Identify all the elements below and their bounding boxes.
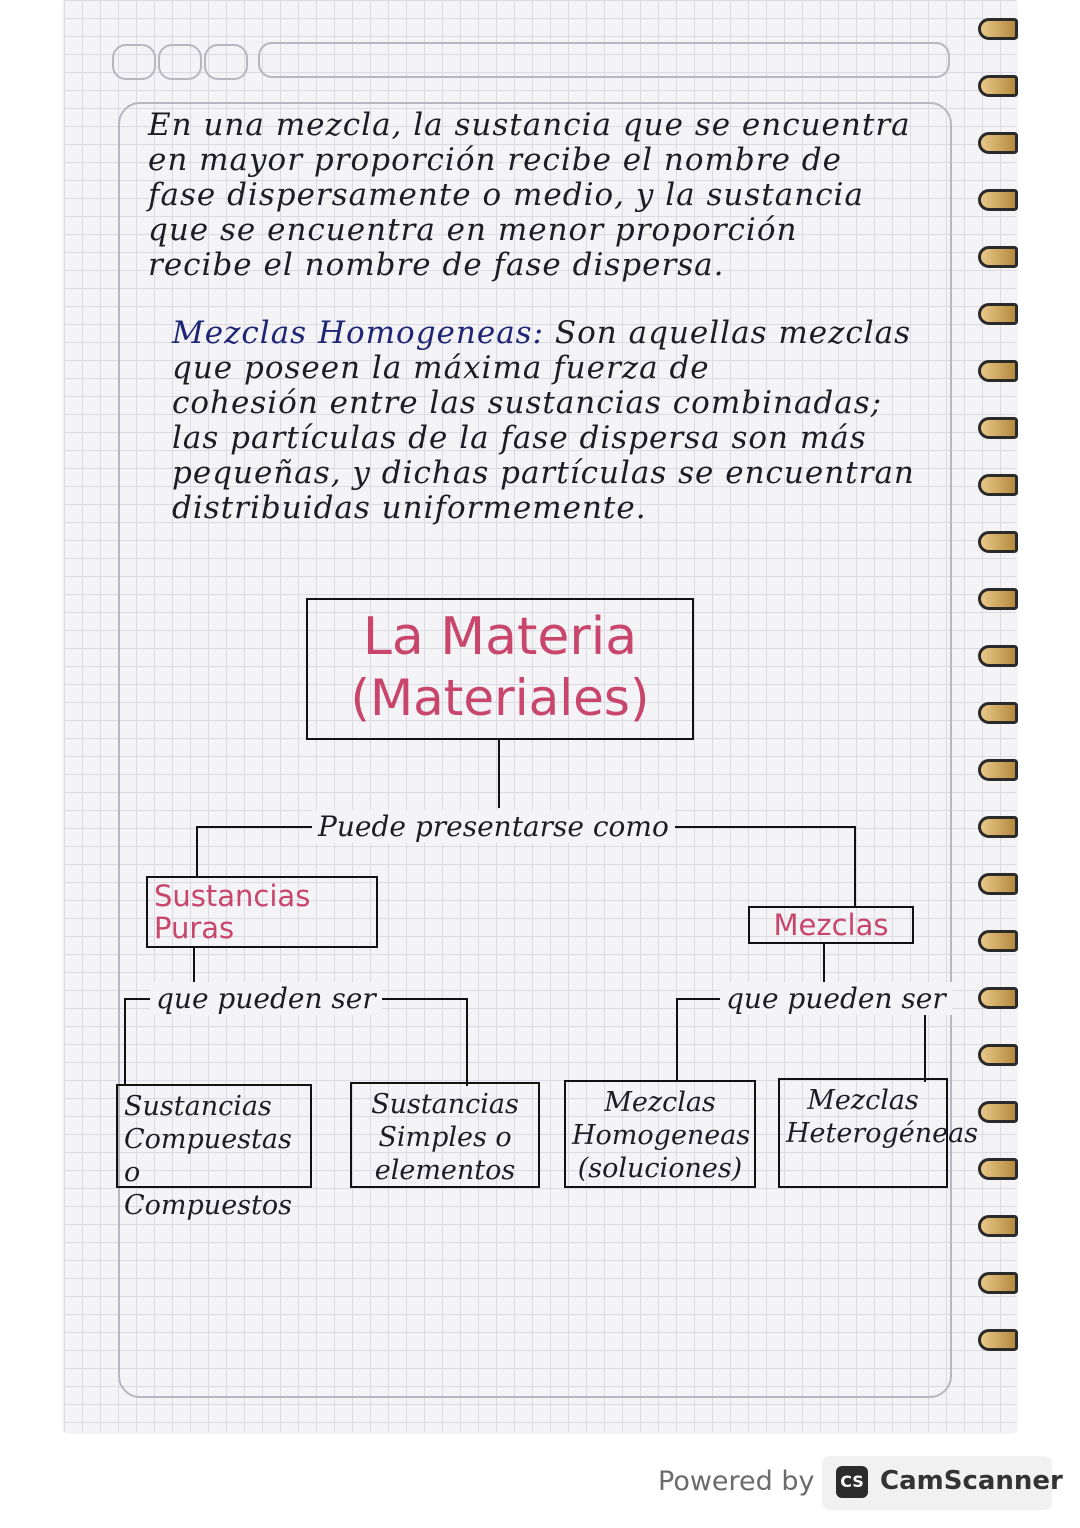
definition-term: Mezclas Homogeneas: — [172, 315, 545, 351]
root-node-subtitle: (Materiales) — [350, 669, 650, 727]
binding-coil — [978, 1272, 1018, 1294]
definition-paragraph — [172, 316, 932, 526]
definition-text: Son aquellas mezclas — [544, 315, 912, 351]
definition-line: que poseen la máxima fuerza de — [172, 350, 710, 386]
node-sustancias-puras-label: Sustancias Puras — [154, 879, 311, 945]
binding-coil — [978, 132, 1018, 154]
binding-coil — [978, 987, 1018, 1009]
binding-coil — [978, 75, 1018, 97]
leaf-mezclas-homogeneas-label: Mezclas Homogeneas (soluciones) — [572, 1087, 751, 1184]
intro-paragraph — [148, 108, 938, 283]
spiral-binding — [978, 18, 1020, 1408]
binding-coil — [978, 474, 1018, 496]
definition-line: las partículas de la fase dispersa son más — [172, 420, 867, 456]
root-node-title: La Materia — [362, 607, 638, 667]
camscanner-brand-name: CamScanner — [880, 1466, 1063, 1496]
connector-label-left: que pueden ser — [150, 982, 382, 1015]
connector-label-main: Puede presentarse como — [312, 810, 675, 843]
binding-coil — [978, 873, 1018, 895]
powered-by-text: Powered by — [658, 1466, 815, 1497]
camscanner-badge — [822, 1456, 1063, 1510]
binding-coil — [978, 360, 1018, 382]
connector-line — [466, 998, 468, 1086]
binding-coil — [978, 531, 1018, 553]
page-header-circle-1 — [112, 44, 156, 80]
connector-line — [854, 826, 856, 908]
binding-coil — [978, 417, 1018, 439]
root-node — [306, 598, 694, 740]
binding-coil — [978, 816, 1018, 838]
binding-coil — [978, 1101, 1018, 1123]
connector-line — [498, 740, 500, 808]
connector-line — [196, 826, 198, 878]
definition-line: cohesión entre las sustancias combinadas; — [172, 385, 883, 421]
leaf-sustancias-compuestas-label: Sustancias Compuestas o Compuestos — [124, 1091, 292, 1221]
connector-line — [124, 998, 126, 1086]
binding-coil — [978, 1044, 1018, 1066]
binding-coil — [978, 759, 1018, 781]
binding-coil — [978, 1329, 1018, 1351]
intro-line: fase dispersamente o medio, y la sustancia — [148, 177, 864, 213]
intro-line: recibe el nombre de fase dispersa. — [148, 247, 725, 283]
leaf-mezclas-heterogeneas — [778, 1078, 979, 1188]
connector-label-right: que pueden ser — [720, 982, 952, 1015]
leaf-sustancias-simples — [350, 1082, 540, 1188]
binding-coil — [978, 702, 1018, 724]
intro-line: que se encuentra en menor proporción — [148, 212, 798, 248]
binding-coil — [978, 303, 1018, 325]
binding-coil — [978, 588, 1018, 610]
camscanner-logo-icon: CS — [836, 1466, 868, 1498]
binding-coil — [978, 189, 1018, 211]
binding-coil — [978, 246, 1018, 268]
intro-line: en mayor proporción recibe el nombre de — [148, 142, 842, 178]
leaf-mezclas-homogeneas — [564, 1080, 756, 1188]
connector-line — [676, 998, 678, 1082]
leaf-sustancias-compuestas — [116, 1084, 312, 1221]
node-sustancias-puras — [146, 876, 378, 948]
page-header-circle-2 — [158, 44, 202, 80]
node-mezclas-label: Mezclas — [773, 908, 889, 942]
page-header-title-bar — [258, 42, 950, 78]
intro-line: En una mezcla, la sustancia que se encuentra — [148, 107, 911, 143]
leaf-mezclas-heterogeneas-label: Mezclas Heterogéneas — [786, 1085, 979, 1149]
binding-coil — [978, 1158, 1018, 1180]
page-header-circle-3 — [204, 44, 248, 80]
binding-coil — [978, 1215, 1018, 1237]
leaf-sustancias-simples-label: Sustancias Simples o elementos — [371, 1089, 519, 1186]
node-mezclas — [748, 906, 914, 944]
binding-coil — [978, 18, 1018, 40]
binding-coil — [978, 930, 1018, 952]
scanner-footer — [0, 1456, 1080, 1512]
binding-coil — [978, 645, 1018, 667]
definition-line: pequeñas, y dichas partículas se encuentran — [172, 455, 915, 491]
definition-line: distribuidas uniformemente. — [172, 490, 647, 526]
